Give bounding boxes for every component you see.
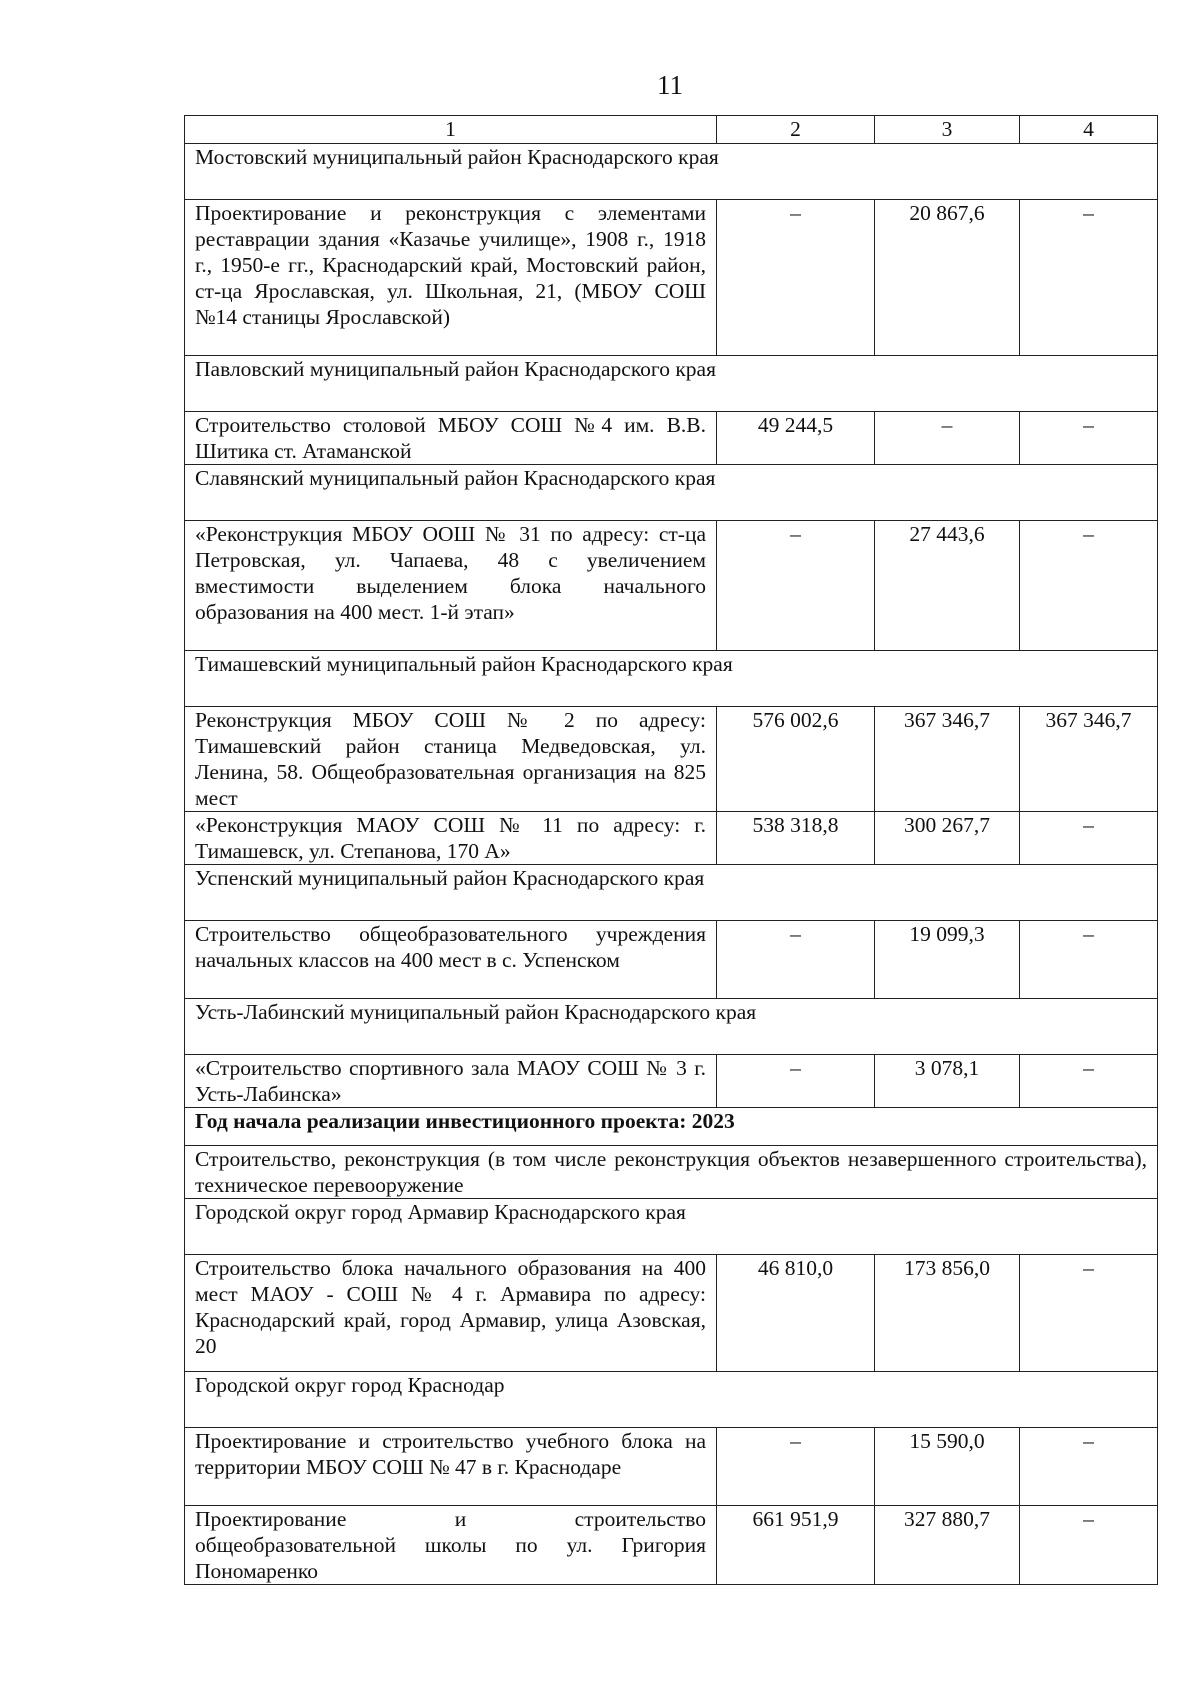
value-cell-col3: 15 590,0 [875, 1428, 1020, 1506]
value-cell-col4: – [1020, 1055, 1158, 1108]
value-cell-col2: 661 951,9 [717, 1506, 875, 1585]
column-header: 3 [875, 116, 1020, 144]
table-row [185, 707, 1158, 812]
section-heading-row [185, 1199, 1158, 1255]
value-cell-col2: – [717, 1428, 875, 1506]
section-heading: Городской округ город Краснодар [185, 1372, 1158, 1428]
value-cell-col4: – [1020, 1255, 1158, 1372]
value-cell-col4: – [1020, 200, 1158, 356]
value-cell-col4: – [1020, 521, 1158, 651]
value-cell-col2: – [717, 1055, 875, 1108]
project-name-cell: «Реконструкция МБОУ ООШ № 31 по адресу: ст-ца Петровская, ул. Чапаева, 48 с увеличением вместимости выделением блока начального образования на 400 мест. 1-й этап» [185, 521, 717, 651]
section-heading: Павловский муниципальный район Краснодарского края [185, 356, 1158, 412]
value-cell-col3: 20 867,6 [875, 200, 1020, 356]
value-cell-col3: 3 078,1 [875, 1055, 1020, 1108]
project-name-cell: Строительство столовой МБОУ СОШ №4 им. В.В. Шитика ст. Атаманской [185, 412, 717, 465]
value-cell-col2: – [717, 521, 875, 651]
section-heading: Славянский муниципальный район Краснодарского края [185, 465, 1158, 521]
section-heading-row [185, 651, 1158, 707]
value-cell-col2: 49 244,5 [717, 412, 875, 465]
table-row [185, 1055, 1158, 1108]
project-name-cell: «Строительство спортивного зала МАОУ СОШ № 3 г. Усть-Лабинска» [185, 1055, 717, 1108]
project-name-cell: Реконструкция МБОУ СОШ № 2 по адресу: Тимашевский район станица Медведовская, ул. Ленина, 58. Общеобразовательная организация на 825 мест [185, 707, 717, 812]
project-name-cell: Строительство общеобразовательного учреждения начальных классов на 400 мест в с. Успенском [185, 921, 717, 999]
table-row [185, 1255, 1158, 1372]
value-cell-col4: 367 346,7 [1020, 707, 1158, 812]
project-name-cell: Проектирование и строительство учебного блока на территории МБОУ СОШ № 47 в г. Краснодаре [185, 1428, 717, 1506]
value-cell-col2: – [717, 200, 875, 356]
value-cell-col3: 27 443,6 [875, 521, 1020, 651]
value-cell-col4: – [1020, 921, 1158, 999]
table-row [185, 1506, 1158, 1585]
value-cell-col4: – [1020, 812, 1158, 865]
project-name-cell: Проектирование и строительство общеобразовательной школы по ул. Григория Пономаренко [185, 1506, 717, 1585]
value-cell-col2: – [717, 921, 875, 999]
section-heading: Усть-Лабинский муниципальный район Краснодарского края [185, 999, 1158, 1055]
project-name-cell: «Реконструкция МАОУ СОШ № 11 по адресу: г. Тимашевск, ул. Степанова, 170 А» [185, 812, 717, 865]
investment-table [184, 115, 1158, 1585]
table-header-row [185, 116, 1158, 144]
column-header: 2 [717, 116, 875, 144]
column-header: 1 [185, 116, 717, 144]
table-row [185, 412, 1158, 465]
value-cell-col2: 46 810,0 [717, 1255, 875, 1372]
section-heading-row [185, 144, 1158, 200]
value-cell-col3: 173 856,0 [875, 1255, 1020, 1372]
value-cell-col4: – [1020, 1428, 1158, 1506]
section-heading: Городской округ город Армавир Краснодарского края [185, 1199, 1158, 1255]
section-heading: Успенский муниципальный район Краснодарского края [185, 865, 1158, 921]
value-cell-col2: 576 002,6 [717, 707, 875, 812]
value-cell-col3: 327 880,7 [875, 1506, 1020, 1585]
table-row [185, 1428, 1158, 1506]
project-name-cell: Строительство блока начального образования на 400 мест МАОУ - СОШ № 4 г. Армавира по адресу: Краснодарский край, город Армавир, улица Азовская, 20 [185, 1255, 717, 1372]
section-heading-row [185, 865, 1158, 921]
section-heading-row [185, 465, 1158, 521]
section-heading: Строительство, реконструкция (в том числе реконструкция объектов незавершенного строительства), техническое перевооружение [185, 1146, 1158, 1199]
section-heading-row [185, 1146, 1158, 1199]
section-heading-row [185, 356, 1158, 412]
year-heading-row [185, 1108, 1158, 1146]
value-cell-col3: 19 099,3 [875, 921, 1020, 999]
value-cell-col2: 538 318,8 [717, 812, 875, 865]
project-name-cell: Проектирование и реконструкция с элементами реставрации здания «Казачье училище», 1908 г., 1918 г., 1950-е гг., Краснодарский край, Мостовский район, ст-ца Ярославская, ул. Школьная, 21, (МБОУ СОШ №14 станицы Ярославской) [185, 200, 717, 356]
value-cell-col4: – [1020, 412, 1158, 465]
section-heading-row [185, 1372, 1158, 1428]
section-heading: Мостовский муниципальный район Краснодарского края [185, 144, 1158, 200]
value-cell-col3: – [875, 412, 1020, 465]
section-heading: Тимашевский муниципальный район Краснодарского края [185, 651, 1158, 707]
table-row [185, 200, 1158, 356]
table-row [185, 521, 1158, 651]
value-cell-col4: – [1020, 1506, 1158, 1585]
column-header: 4 [1020, 116, 1158, 144]
section-heading-row [185, 999, 1158, 1055]
year-heading: Год начала реализации инвестиционного проекта: 2023 [185, 1108, 1158, 1146]
table-row [185, 921, 1158, 999]
table-row [185, 812, 1158, 865]
page-number: 11 [657, 70, 683, 100]
value-cell-col3: 367 346,7 [875, 707, 1020, 812]
value-cell-col3: 300 267,7 [875, 812, 1020, 865]
